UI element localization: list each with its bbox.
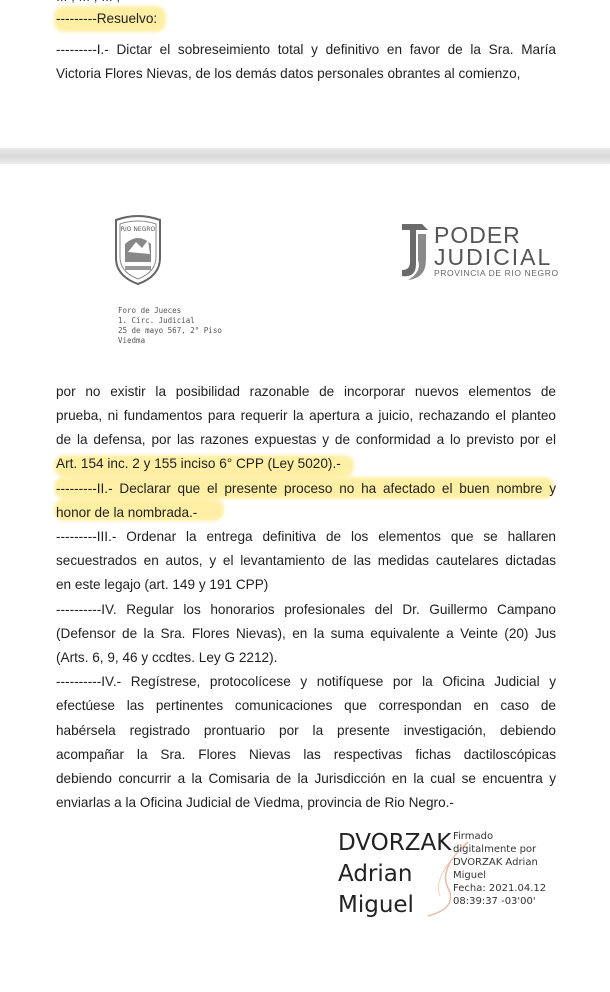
top-page	[0, 0, 610, 148]
body-line: prueba, ni fundamentos para requerir la apertura a juicio, rechazando el planteo	[56, 408, 556, 423]
poder-word: PODER	[434, 222, 521, 248]
body-line: secuestrados en autos, y el levantamiento de las medidas cautelares dictadas	[56, 553, 556, 568]
body-line: enviarlas a la Oficina Judicial de Viedma, provincia de Rio Negro.-	[56, 795, 454, 810]
page-gap	[0, 148, 610, 164]
address-line: Foro de Jueces	[118, 306, 182, 315]
signature-metadata	[453, 830, 546, 908]
body-line: debiendo concurrir a la Comisaria de la Jurisdicción en la cual se encuentra y	[56, 771, 556, 786]
body-line: honor de la nombrada.-	[56, 505, 198, 520]
address-line: Viedma	[118, 336, 146, 345]
body-line: acompañar la Sra. Flores Nievas las respectivas fichas dactiloscópicas	[56, 747, 556, 762]
signature-name-line1: DVORZAK	[338, 830, 452, 856]
body-line: ----------IV. Regular los honorarios profesionales del Dr. Guillermo Campano	[56, 602, 556, 617]
body-line: en este legajo (art. 149 y 191 CPP)	[56, 577, 269, 592]
body-line: por no existir la posibilidad razonable de incorporar nuevos elementos de	[56, 384, 556, 399]
body-line: ---------III.- Ordenar la entrega definitiva de los elementos que se hallaren	[56, 529, 556, 544]
signature-meta-line: digitalmente por	[453, 844, 537, 855]
signature-name-line3: Miguel	[338, 892, 414, 918]
poder-judicial-mark-icon	[398, 220, 432, 280]
judicial-word: JUDICIAL	[434, 244, 553, 270]
resuelvo-heading: ---------Resuelvo:	[56, 11, 158, 26]
body-line: habérsela registrado prontuario por la presente investigación, debiendo	[56, 723, 556, 738]
rio-negro-shield-icon	[112, 214, 164, 286]
body-line: ---------II.- Declarar que el presente proceso no ha afectado el buen nombre y	[56, 481, 556, 496]
signature-meta-line: Fecha: 2021.04.12	[453, 883, 547, 894]
address-line: 25 de mayo 567, 2° Piso	[118, 326, 222, 335]
body-line: ----------IV.- Regístrese, protocolícese y notifíquese por la Oficina Judicial y	[56, 674, 556, 689]
poder-judicial-logo	[398, 218, 558, 282]
body-line: de la defensa, por las razones expuestas y de conformidad a lo previsto por el	[56, 432, 556, 447]
item1-line1: ---------I.- Dictar el sobreseimiento total y definitivo en favor de la Sra. María	[56, 42, 556, 57]
body-line: (Arts. 6, 9, 46 y ccdtes. Ley G 2212).	[56, 650, 278, 665]
signature-meta-line: Firmado	[453, 831, 494, 842]
body-line: efectúese las pertinentes comunicaciones que correspondan en caso de	[56, 698, 556, 713]
signature-meta-line: DVORZAK Adrian	[453, 857, 538, 868]
province-word: PROVINCIA DE RIO NEGRO	[434, 268, 559, 278]
signature-meta-line: Miguel	[453, 870, 487, 881]
shield-label: RIO NEGRO	[120, 226, 156, 233]
address-line: 1. Circ. Judicial	[118, 316, 195, 325]
signature-meta-line: 08:39:37 -03'00'	[453, 896, 536, 907]
item1-line2: Victoria Flores Nievas, de los demás datos personales obrantes al comienzo,	[56, 66, 521, 81]
court-address	[118, 306, 222, 346]
cut-off-line	[56, 0, 556, 6]
body-line: Art. 154 inc. 2 y 155 inciso 6° CPP (Ley 5020).-	[56, 456, 341, 471]
body-line: (Defensor de la Sra. Flores Nievas), en la suma equivalente a Veinte (20) Jus	[56, 626, 556, 641]
signature-name-line2: Adrian	[338, 861, 413, 887]
